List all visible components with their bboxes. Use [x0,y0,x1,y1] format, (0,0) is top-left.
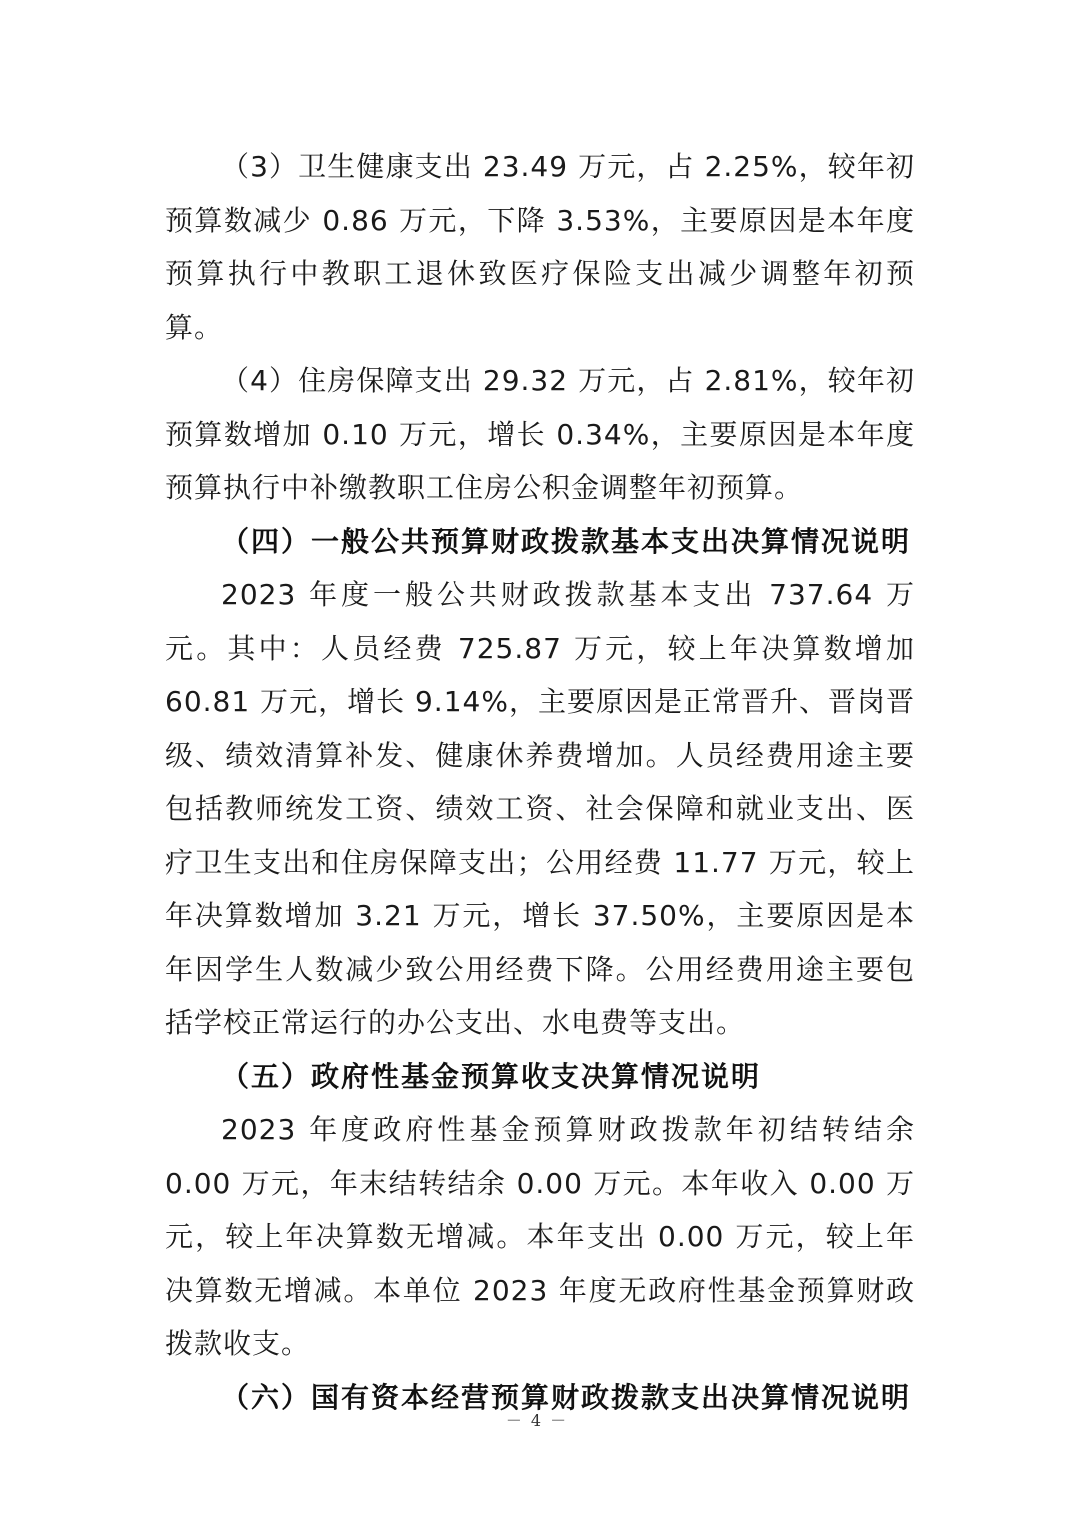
paragraph-government-fund: 2023 年度政府性基金预算财政拨款年初结转结余 0.00 万元，年末结转结余 0.00 万元。本年收入 0.00 万元，较上年决算数无增减。本年支出 0.00 万元，较上年决算数无增减。本单位 2023 年度无政府性基金预算财政拨款收支。 [165,1113,915,1360]
section-heading-government-fund: （五）政府性基金预算收支决算情况说明 [221,1059,762,1093]
section-heading-basic-expenditure: （四）一般公共预算财政拨款基本支出决算情况说明 [221,524,912,558]
paragraph-housing-expenditure: （4）住房保障支出 29.32 万元，占 2.81%，较年初预算数增加 0.10 万元，增长 0.34%，主要原因是本年度预算执行中补缴教职工住房公积金调整年初预算。 [165,364,915,504]
section-heading-state-capital: （六）国有资本经营预算财政拨款支出决算情况说明 [221,1380,912,1414]
document-body [165,140,915,1424]
paragraph-basic-expenditure: 2023 年度一般公共财政拨款基本支出 737.64 万元。其中：人员经费 725.87 万元，较上年决算数增加 60.81 万元，增长 9.14%，主要原因是正常晋升、晋岗晋级、绩效清算补发、健康休养费增加。人员经费用途主要包括教师统发工资、绩效工资、社会保障和就业支出、医疗卫生支出和住房保障支出；公用经费 11.77 万元，较上年决算数增加 3.21 万元，增长 37.50%，主要原因是本年因学生人数减少致公用经费下降。公用经费用途主要包括学校正常运行的办公支出、水电费等支出。 [165,578,915,1039]
paragraph-health-expenditure: （3）卫生健康支出 23.49 万元，占 2.25%，较年初预算数减少 0.86 万元，下降 3.53%，主要原因是本年度预算执行中教职工退休致医疗保险支出减少调整年初预算。 [165,150,915,344]
page-number: － 4 － [505,1411,569,1430]
